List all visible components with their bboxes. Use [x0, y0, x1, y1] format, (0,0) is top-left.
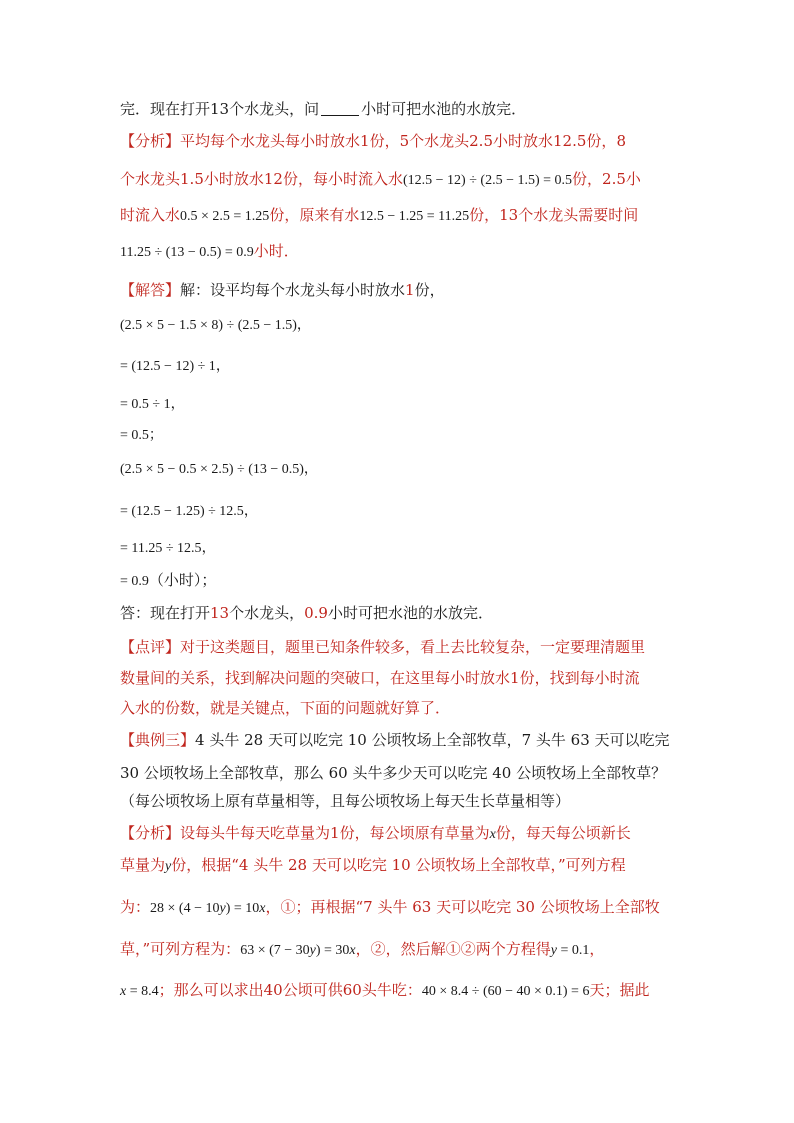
equation-line: (2.5 × 5 − 1.5 × 8) ÷ (2.5 − 1.5)，	[120, 318, 311, 333]
equation-line: = 11.25 ÷ 12.5，	[120, 541, 216, 556]
solution-heading: 【解答】解：设平均每个水龙头每小时放水1份，	[120, 281, 445, 299]
comment-line: 【点评】对于这类题目，题里已知条件较多，看上去比较复杂，一定要理清题里	[120, 638, 646, 656]
analysis-line: 个水龙头1.5小时放水12份，每小时流入水(12.5 − 12) ÷ (2.5 − 1.5) = 0.5份，2.5小	[120, 170, 641, 188]
analysis-line: 为：28 × (4 − 10y) = 10x，①；再根据“7 头牛 63 天可以吃完 30 公顷牧场上全部牧	[120, 898, 660, 916]
equation-line: = (12.5 − 1.25) ÷ 12.5，	[120, 504, 258, 519]
analysis-line: 草，”可列方程为：63 × (7 − 30y) = 30x，②，然后解①②两个方程得y = 0.1，	[120, 940, 605, 958]
example-line: 【典例三】4 头牛 28 天可以吃完 10 公顷牧场上全部牧草，7 头牛 63 天可以吃完	[120, 731, 670, 749]
analysis-line: 11.25 ÷ (13 − 0.5) = 0.9小时．	[120, 242, 299, 260]
answer-line: 答：现在打开13个水龙头，0.9小时可把水池的水放完．	[120, 604, 493, 622]
text-line: 完．现在打开13个水龙头，问 小时可把水池的水放完．	[120, 100, 527, 118]
example-line: （每公顷牧场上原有草量相等，且每公顷牧场上每天生长草量相等）	[120, 792, 571, 810]
comment-line: 入水的份数，就是关键点，下面的问题就好算了．	[120, 699, 451, 717]
answer-blank	[321, 101, 359, 116]
analysis-line: 【分析】平均每个水龙头每小时放水1份，5个水龙头2.5小时放水12.5份，8	[120, 132, 626, 150]
comment-line: 数量间的关系，找到解决问题的突破口，在这里每小时放水1份，找到每小时流	[120, 669, 640, 687]
equation-line: = (12.5 − 12) ÷ 1，	[120, 359, 230, 374]
equation-line: (2.5 × 5 − 0.5 × 2.5) ÷ (13 − 0.5)，	[120, 462, 318, 477]
equation-line: = 0.9（小时）；	[120, 571, 217, 589]
analysis-line: 时流入水0.5 × 2.5 = 1.25份，原来有水12.5 − 1.25 = 11.25份，13个水龙头需要时间	[120, 206, 639, 224]
example-line: 30 公顷牧场上全部牧草，那么 60 头牛多少天可以吃完 40 公顷牧场上全部牧草？	[120, 764, 667, 782]
analysis-line: 草量为y份，根据“4 头牛 28 天可以吃完 10 公顷牧场上全部牧草，”可列方程	[120, 856, 626, 874]
equation-line: = 0.5；	[120, 428, 163, 443]
equation-line: = 0.5 ÷ 1，	[120, 397, 185, 412]
analysis-line: x = 8.4；那么可以求出40公顷可供60头牛吃：40 × 8.4 ÷ (60 − 40 × 0.1) = 6天；据此	[120, 981, 650, 999]
analysis-line: 【分析】设每头牛每天吃草量为1份，每公顷原有草量为x份，每天每公顷新长	[120, 824, 631, 842]
